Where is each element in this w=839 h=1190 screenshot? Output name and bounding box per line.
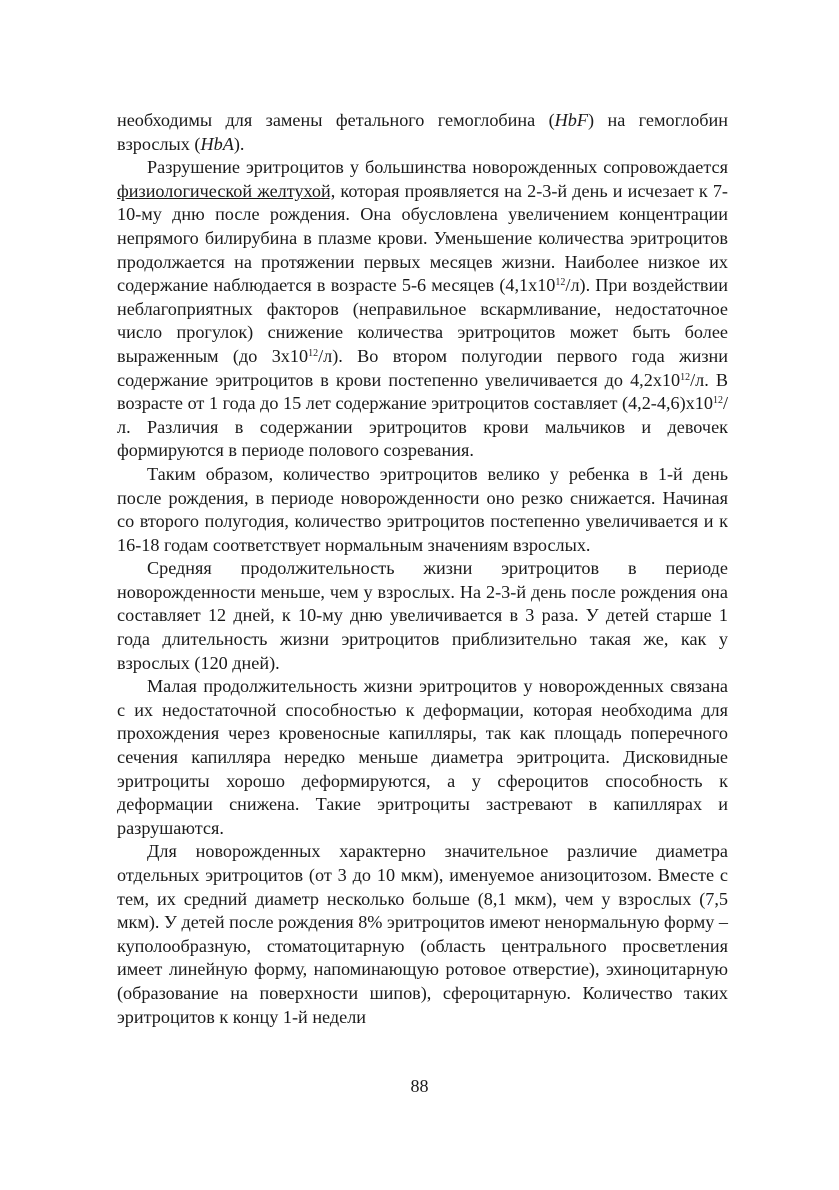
underlined-term: физиологической желтухой, (117, 180, 336, 201)
page-body (117, 109, 728, 1029)
superscript: 12 (555, 277, 566, 289)
paragraph (117, 840, 728, 1029)
superscript: 12 (712, 395, 723, 407)
text-run: ). (233, 133, 245, 154)
text-run: Средняя продолжительность жизни эритроцитов в периоде новорожденности меньше, чем у взрослых. На 2-3-й день после рождения она составляет 12 дней, к 10-му дню увеличивается в 3 раза. У детей старше 1 года длительность жизни эритроцитов приблизительно такая же, как у взрослых (120 дней). (117, 558, 728, 673)
paragraph (117, 109, 728, 156)
text-run: необходимы для замены фетального гемоглобина ( (117, 110, 555, 130)
superscript: 12 (680, 371, 691, 383)
text-run: ) на гемоглобин взрослых ( (117, 110, 729, 154)
text-run: /л. В возрасте от 1 года до 15 лет содержание эритроцитов составляет (4,2-4,6)х10 (117, 369, 728, 414)
superscript: 12 (308, 347, 319, 359)
paragraph (117, 675, 728, 840)
italic-term: HbA (200, 133, 234, 154)
text-run: /л). Во втором полугодии первого года жизни содержание эритроцитов в крови постепенно увеличивается до 4,2х10 (117, 345, 728, 390)
text-run: которая проявляется на 2-3-й день и исчезает к 7-10-му дню после рождения. Она обусловлена увеличением концентрации непрямого билирубина в плазме крови. Уменьшение количества эритроцитов продолжается на протяжении первых месяцев жизни. Наиболее низкое их содержание наблюдается в возрасте 5-6 месяцев (4,1х10 (117, 180, 728, 296)
text-run: /л). При воздействии неблагоприятных факторов (неправильное вскармливание, недостаточное число прогулок) снижение количества эритроцитов может быть более выраженным (до 3х10 (117, 275, 728, 366)
text-run: Для новорожденных характерно значительное различие диаметра отдельных эритроцитов (от 3 до 10 мкм), именуемое анизоцитозом. Вместе с тем, их средний диаметр несколько больше (8,1 мкм), чем у взрослых (7,5 мкм). У детей после рождения 8% эритроцитов имеют ненормальную форму – куполообразную, стоматоцитарную (область центрального просветления имеет линейную форму, напоминающую ротовое отверстие), эхиноцитарную (образование на поверхности шипов), сфероцитарную. Количество таких эритроцитов к концу 1-й недели (117, 841, 728, 1027)
text-run: /л. Различия в содержании эритроцитов крови мальчиков и девочек формируются в периоде полового созревания. (117, 393, 728, 461)
text-run: Разрушение эритроцитов у большинства новорожденных сопровождается (147, 157, 728, 178)
page-number: 88 (410, 1076, 429, 1096)
text-run: Таким образом, количество эритроцитов велико у ребенка в 1-й день после рождения, в периоде новорожденности оно резко снижается. Начиная со второго полугодия, количество эритроцитов постепенно увеличивается и к 16-18 годам соответствует нормальным значениям взрослых. (117, 463, 728, 555)
paragraph (117, 156, 728, 463)
paragraph (117, 557, 728, 675)
paragraph (117, 463, 728, 557)
italic-term: HbF (554, 110, 589, 130)
text-run: Малая продолжительность жизни эритроцитов у новорожденных связана с их недостаточной способностью к деформации, которая необходима для прохождения через кровеносные капилляры, так как площадь поперечного сечения капилляра нередко меньше диаметра эритроцита. Дисковидные эритроциты хорошо деформируются, а у сфероцитов способность к деформации снижена. Такие эритроциты застревают в капиллярах и разрушаются. (117, 676, 728, 838)
